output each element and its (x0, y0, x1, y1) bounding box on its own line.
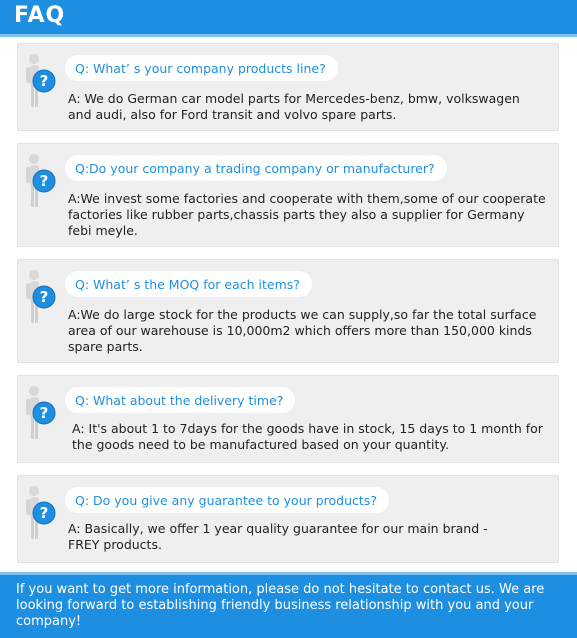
faq-item (17, 259, 559, 363)
footer-text: If you want to get more information, please do not hesitate to contact us. We are looking forward to establishing friendly business relationship with you and your company! (16, 582, 545, 629)
question-figure-icon (23, 485, 57, 545)
svg-text:?: ? (39, 504, 49, 522)
faq-item (17, 475, 559, 563)
question-figure-icon (23, 385, 57, 445)
faq-answer: A: Basically, we offer 1 year quality guarantee for our main brand -FREY products. (68, 521, 488, 552)
faq-answer: A:We do large stock for the products we can supply,so far the total surface area of our warehouse is 10,000m2 which offers more than 150,000 kinds spare parts. (68, 307, 537, 354)
contact-footer (0, 575, 577, 638)
faq-question: Q: What about the delivery time? (65, 387, 295, 413)
faq-item (17, 375, 559, 463)
faq-question: Q: Do you give any guarantee to your products? (65, 487, 389, 513)
question-figure-icon (23, 269, 57, 329)
svg-text:?: ? (39, 404, 49, 422)
faq-item (17, 43, 559, 131)
faq-question: Q: What’ s the MOQ for each items? (65, 271, 312, 297)
faq-answer: A:We invest some factories and cooperate with them,some of our cooperate factories like rubber parts,chassis parts they also a supplier for Germany febi meyle. (68, 191, 546, 238)
header-divider (0, 34, 577, 37)
faq-answer: A: It's about 1 to 7days for the goods have in stock, 15 days to 1 month for the goods need to be manufactured based on your quantity. (72, 421, 543, 452)
question-figure-icon (23, 153, 57, 213)
svg-text:?: ? (39, 72, 49, 90)
svg-text:?: ? (39, 288, 49, 306)
question-figure-icon (23, 53, 57, 113)
faq-question: Q: What’ s your company products line? (65, 55, 338, 81)
page-title: FAQ (14, 3, 66, 28)
faq-question: Q:Do your company a trading company or manufacturer? (65, 155, 447, 181)
faq-item (17, 143, 559, 247)
faq-answer: A: We do German car model parts for Mercedes-benz, bmw, volkswagen and audi, also for Ford transit and volvo spare parts. (68, 91, 520, 122)
faq-header (0, 0, 577, 34)
svg-text:?: ? (39, 172, 49, 190)
